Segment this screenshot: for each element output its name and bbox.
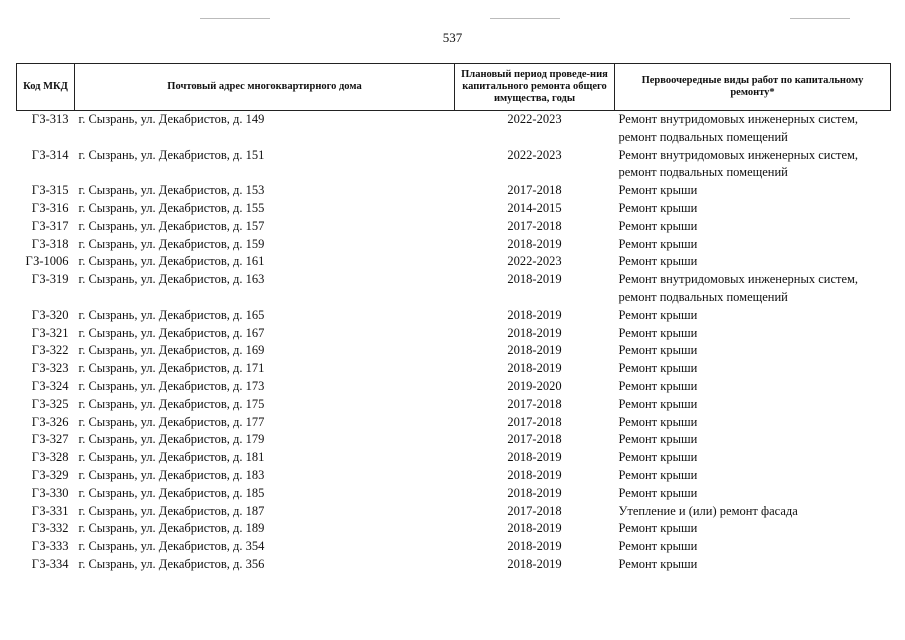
cell-works: Ремонт внутридомовых инженерных систем, ремонт подвальных помещений <box>618 112 859 144</box>
cell-period: 2018-2019 <box>507 361 562 376</box>
cell-code: ГЗ-324 <box>31 378 69 393</box>
table-row <box>17 467 891 485</box>
cell-period: 2018-2019 <box>507 467 562 482</box>
table-row <box>17 182 891 200</box>
table-row <box>17 325 891 343</box>
cell-period: 2017-2018 <box>507 414 562 429</box>
cell-code: ГЗ-330 <box>31 485 69 500</box>
table-row <box>17 396 891 414</box>
table-row <box>17 236 891 254</box>
cell-period: 2019-2020 <box>507 378 562 393</box>
cell-code: ГЗ-327 <box>31 432 69 447</box>
table-row <box>17 431 891 449</box>
cell-address: г. Сызрань, ул. Декабристов, д. 354 <box>78 539 265 554</box>
cell-code: ГЗ-321 <box>31 325 69 340</box>
cell-period: 2014-2015 <box>507 200 562 215</box>
cell-period: 2018-2019 <box>507 485 562 500</box>
header-code: Код МКД <box>17 64 75 111</box>
cell-address: г. Сызрань, ул. Декабристов, д. 167 <box>78 325 265 340</box>
cell-address: г. Сызрань, ул. Декабристов, д. 177 <box>78 414 265 429</box>
cell-works: Ремонт крыши <box>618 450 698 465</box>
cell-code: ГЗ-325 <box>31 396 69 411</box>
cell-address: г. Сызрань, ул. Декабристов, д. 157 <box>78 218 265 233</box>
cell-code: ГЗ-315 <box>31 183 69 198</box>
cell-address: г. Сызрань, ул. Декабристов, д. 175 <box>78 396 265 411</box>
cell-works: Ремонт внутридомовых инженерных систем, ремонт подвальных помещений <box>618 147 859 180</box>
capital-repair-table <box>16 63 891 574</box>
cell-period: 2018-2019 <box>507 450 562 465</box>
cell-period: 2018-2019 <box>507 236 562 251</box>
cell-period: 2017-2018 <box>507 432 562 447</box>
cell-works: Ремонт крыши <box>618 539 698 554</box>
cell-period: 2022-2023 <box>507 112 562 126</box>
scan-artifact <box>490 18 560 19</box>
cell-period: 2018-2019 <box>507 343 562 358</box>
cell-address: г. Сызрань, ул. Декабристов, д. 165 <box>78 307 265 322</box>
cell-works: Ремонт крыши <box>618 414 698 429</box>
cell-address: г. Сызрань, ул. Декабристов, д. 163 <box>78 272 265 287</box>
table-row <box>17 360 891 378</box>
table-row <box>17 218 891 236</box>
cell-address: г. Сызрань, ул. Декабристов, д. 149 <box>78 112 265 126</box>
table-row <box>17 449 891 467</box>
cell-address: г. Сызрань, ул. Декабристов, д. 181 <box>78 450 265 465</box>
cell-code: ГЗ-333 <box>31 539 69 554</box>
cell-period: 2022-2023 <box>507 147 562 162</box>
header-works: Первоочередные виды работ по капитальному ремонту* <box>615 64 891 111</box>
cell-address: г. Сызрань, ул. Декабристов, д. 153 <box>78 183 265 198</box>
cell-period: 2018-2019 <box>507 307 562 322</box>
table-header-row <box>17 64 891 111</box>
cell-period: 2018-2019 <box>507 272 562 287</box>
cell-works: Ремонт крыши <box>618 556 698 571</box>
cell-address: г. Сызрань, ул. Декабристов, д. 187 <box>78 503 265 518</box>
cell-code: ГЗ-323 <box>31 361 69 376</box>
cell-works: Ремонт внутридомовых инженерных систем, ремонт подвальных помещений <box>618 272 859 304</box>
cell-works: Ремонт крыши <box>618 378 698 393</box>
cell-period: 2018-2019 <box>507 556 562 571</box>
cell-works: Ремонт крыши <box>618 218 698 233</box>
cell-works: Ремонт крыши <box>618 521 698 536</box>
cell-address: г. Сызрань, ул. Декабристов, д. 151 <box>78 147 265 162</box>
table-row <box>17 520 891 538</box>
cell-address: г. Сызрань, ул. Декабристов, д. 171 <box>78 361 265 376</box>
table-row <box>17 271 891 307</box>
cell-address: г. Сызрань, ул. Декабристов, д. 173 <box>78 378 265 393</box>
page-number: 537 <box>442 30 463 45</box>
cell-works: Ремонт крыши <box>618 467 698 482</box>
table-row <box>17 200 891 218</box>
cell-code: ГЗ-334 <box>31 556 69 571</box>
cell-code: ГЗ-319 <box>31 272 69 287</box>
cell-code: ГЗ-314 <box>31 147 69 162</box>
table-row <box>17 485 891 503</box>
cell-code: ГЗ-326 <box>31 414 69 429</box>
cell-works: Ремонт крыши <box>618 361 698 376</box>
cell-works: Ремонт крыши <box>618 325 698 340</box>
cell-period: 2017-2018 <box>507 396 562 411</box>
cell-code: ГЗ-328 <box>31 450 69 465</box>
cell-works: Утепление и (или) ремонт фасада <box>618 503 798 518</box>
cell-works: Ремонт крыши <box>618 236 698 251</box>
cell-code: ГЗ-332 <box>31 521 69 536</box>
cell-works: Ремонт крыши <box>618 254 698 269</box>
cell-address: г. Сызрань, ул. Декабристов, д. 179 <box>78 432 265 447</box>
table-row <box>17 253 891 271</box>
cell-code: ГЗ-313 <box>31 112 69 126</box>
cell-address: г. Сызрань, ул. Декабристов, д. 161 <box>78 254 265 269</box>
table-row <box>17 538 891 556</box>
scan-artifact <box>200 18 270 19</box>
cell-address: г. Сызрань, ул. Декабристов, д. 159 <box>78 236 265 251</box>
cell-address: г. Сызрань, ул. Декабристов, д. 185 <box>78 485 265 500</box>
cell-works: Ремонт крыши <box>618 396 698 411</box>
cell-code: ГЗ-317 <box>31 218 69 233</box>
cell-address: г. Сызрань, ул. Декабристов, д. 183 <box>78 467 265 482</box>
cell-period: 2022-2023 <box>507 254 562 269</box>
cell-period: 2018-2019 <box>507 539 562 554</box>
cell-code: ГЗ-318 <box>31 236 69 251</box>
header-address: Почтовый адрес многоквартирного дома <box>75 64 455 111</box>
cell-code: ГЗ-322 <box>31 343 69 358</box>
cell-works: Ремонт крыши <box>618 432 698 447</box>
cell-period: 2018-2019 <box>507 521 562 536</box>
table-row <box>17 342 891 360</box>
cell-code: ГЗ-1006 <box>25 254 69 269</box>
cell-code: ГЗ-316 <box>31 200 69 215</box>
table-body <box>17 111 891 574</box>
cell-works: Ремонт крыши <box>618 485 698 500</box>
table-row <box>17 503 891 521</box>
cell-code: ГЗ-329 <box>31 467 69 482</box>
cell-works: Ремонт крыши <box>618 200 698 215</box>
cell-works: Ремонт крыши <box>618 343 698 358</box>
cell-address: г. Сызрань, ул. Декабристов, д. 356 <box>78 556 265 571</box>
scan-artifact <box>790 18 850 19</box>
cell-period: 2017-2018 <box>507 218 562 233</box>
table-row <box>17 378 891 396</box>
cell-works: Ремонт крыши <box>618 183 698 198</box>
cell-code: ГЗ-331 <box>31 503 69 518</box>
cell-period: 2017-2018 <box>507 503 562 518</box>
table-row <box>17 556 891 574</box>
cell-address: г. Сызрань, ул. Декабристов, д. 189 <box>78 521 265 536</box>
table-row <box>17 414 891 432</box>
cell-address: г. Сызрань, ул. Декабристов, д. 169 <box>78 343 265 358</box>
cell-code: ГЗ-320 <box>31 307 69 322</box>
table-row <box>17 307 891 325</box>
table-row <box>17 111 891 147</box>
header-period: Плановый период проведе-ния капитального ремонта общего имущества, годы <box>455 64 615 111</box>
table-row <box>17 147 891 183</box>
cell-period: 2018-2019 <box>507 325 562 340</box>
cell-period: 2017-2018 <box>507 183 562 198</box>
cell-address: г. Сызрань, ул. Декабристов, д. 155 <box>78 200 265 215</box>
cell-works: Ремонт крыши <box>618 307 698 322</box>
